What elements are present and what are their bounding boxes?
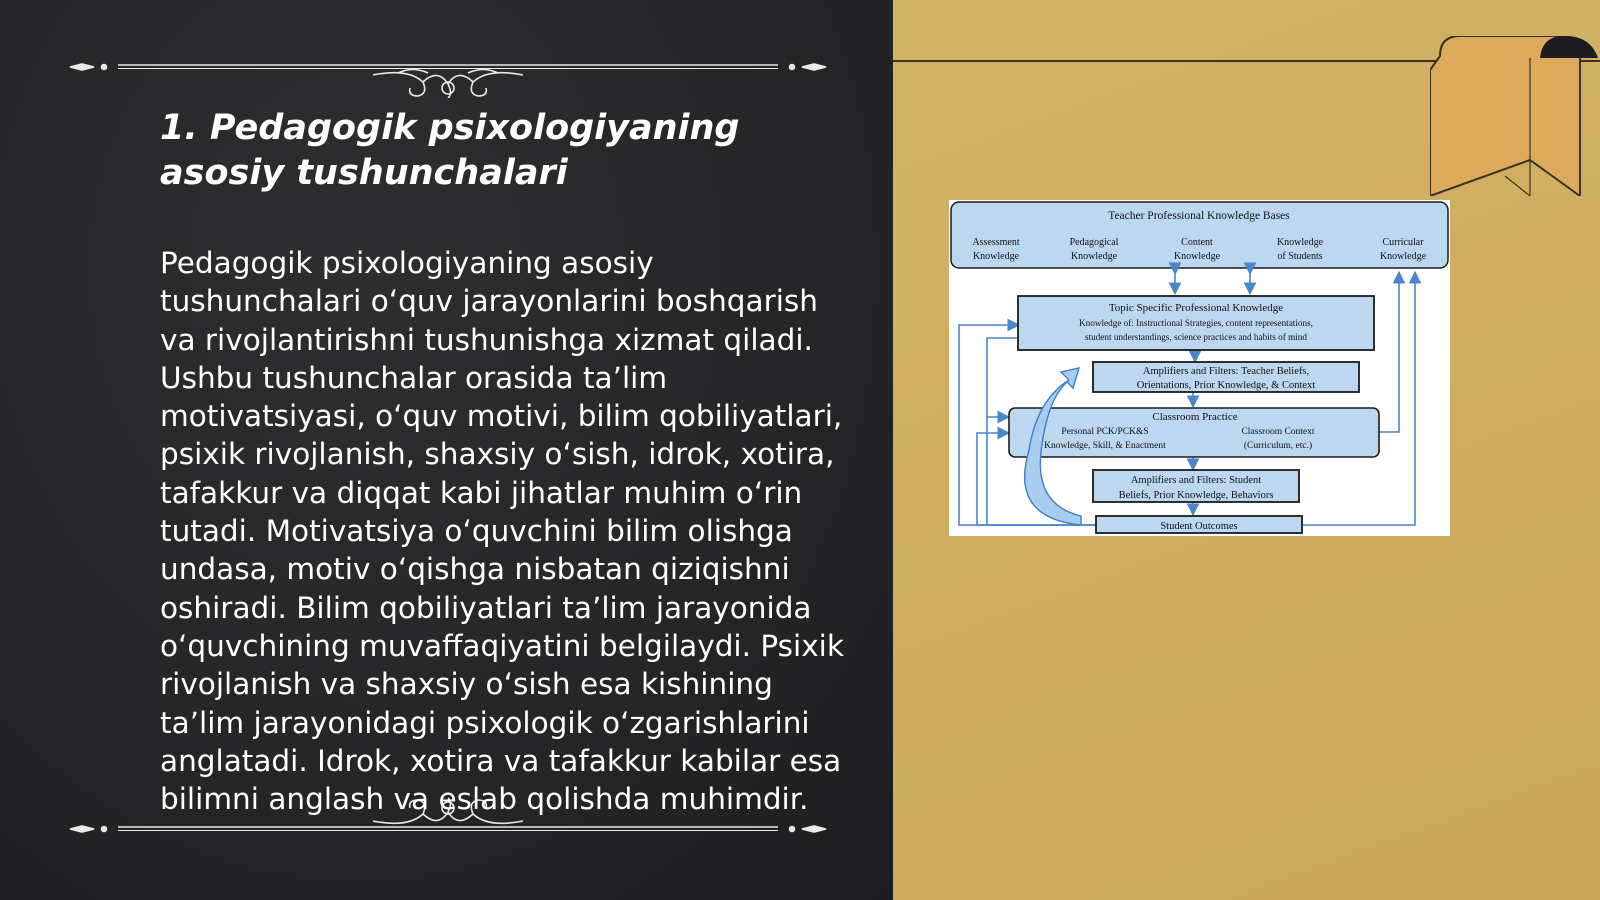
kb-students-2: of Students [1277,251,1323,262]
classroom-title: Classroom Practice [1152,411,1238,423]
kb-pedagogical-2: Knowledge [1070,251,1118,262]
topic-line-1: Knowledge of: Instructional Strategies, content representations, [1079,318,1313,328]
teacher-knowledge-diagram [949,200,1450,536]
kb-students-1: Knowledge [1276,237,1324,248]
student-outcomes-label: Student Outcomes [1160,521,1238,532]
kb-curricular-1: Curricular [1382,237,1424,248]
kb-assessment-2: Knowledge [972,251,1020,262]
student-amp-line-1: Amplifiers and Filters: Student [1130,475,1262,486]
kb-content-2: Knowledge [1173,251,1221,262]
student-amp-line-2: Beliefs, Prior Knowledge, Behaviors [1118,490,1274,501]
top-ornament-divider [68,38,828,98]
kb-content-1: Content [1181,237,1213,248]
bookmark-ribbon-icon [1430,36,1600,196]
kb-pedagogical-1: Pedagogical [1069,237,1119,248]
classroom-context-1: Classroom Context [1241,427,1315,437]
slide-body-text: Pedagogik psixologiyaning asosiy tushunchalari o‘quv jarayonlarini boshqarish va rivojlantirishni tushunishga xizmat qiladi. Ushbu tushunchalar orasida ta’lim motivatsiyasi, o‘quv motivi, bilim qobiliyatlari, psixik rivojlanish, shaxsiy o‘sish, idrok, xotira, tafakkur va diqqat kabi jihatlar muhim o‘rin tutadi. Motivatsiya o‘quvchini bilim olishga undasa, motiv o‘qishga nisbatan qiziqishni oshiradi. Bilim qobiliyatlari ta’lim jarayonida o‘quvchining muvaffaqiyatini belgilaydi. Psixik rivojlanish va shaxsiy o‘sish esa kishining ta’lim jarayonidagi psixologik o‘zgarishlarini anglatadi. Idrok, xotira va tafakkur kabilar esa bilimni anglash va eslab qolishda muhimdir. [160,246,844,817]
teacher-amp-line-2: Orientations, Prior Knowledge, & Context [1136,380,1316,391]
kb-curricular-2: Knowledge [1379,251,1427,262]
topic-title: Topic Specific Professional Knowledge [1108,302,1284,314]
kb-assessment-1: Assessment [972,237,1020,248]
classroom-context-2: (Curriculum, etc.) [1243,441,1313,451]
topic-line-2: student understandings, science practices and habits of mind [1085,332,1307,342]
slide-title: 1. Pedagogik psixologiyaning asosiy tushunchalari [160,108,740,193]
knowledge-bases-header: Teacher Professional Knowledge Bases [1108,210,1290,222]
teacher-amp-line-1: Amplifiers and Filters: Teacher Beliefs, [1142,366,1310,377]
personal-pck-2: Knowledge, Skill, & Enactment [1044,441,1166,451]
personal-pck-1: Personal PCK/PCK&S [1061,427,1149,437]
